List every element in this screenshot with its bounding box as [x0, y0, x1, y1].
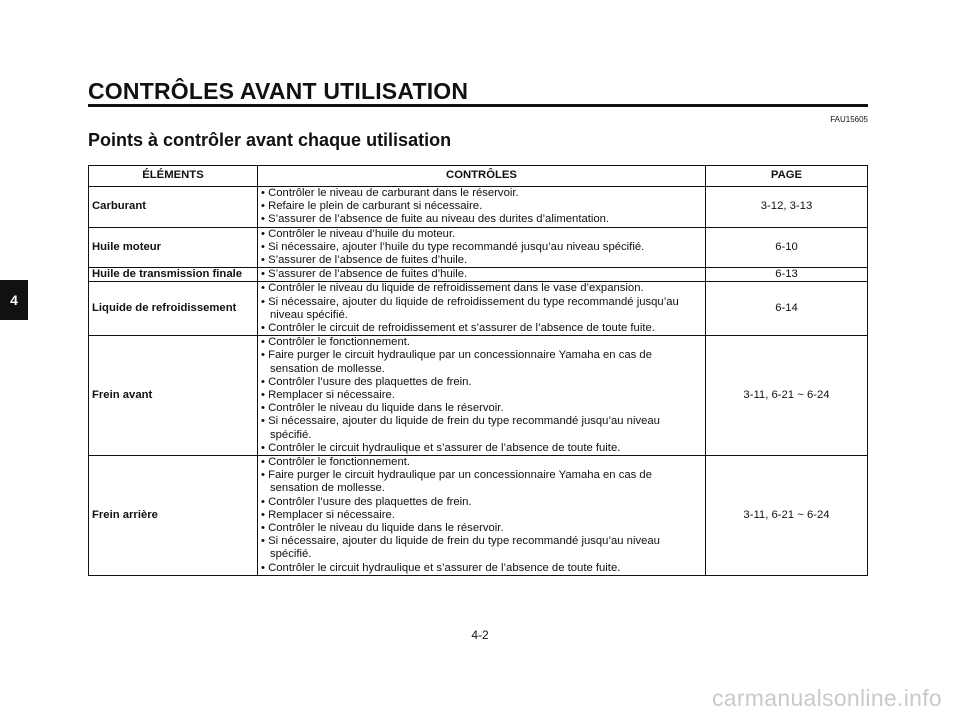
control-item: • S’assurer de l’absence de fuites d’huile.	[261, 254, 701, 267]
control-item: • Contrôler le circuit hydraulique et s’assurer de l’absence de toute fuite.	[261, 562, 701, 575]
control-item: • Contrôler le niveau d’huile du moteur.	[261, 228, 701, 241]
page-cell: 3-12, 3-13	[706, 187, 868, 228]
element-cell: Frein avant	[89, 336, 258, 456]
control-item: • Si nécessaire, ajouter du liquide de frein du type recommandé jusqu’au niveau spécifié.	[261, 535, 701, 561]
control-item: • Faire purger le circuit hydraulique par un concessionnaire Yamaha en cas de sensation de mollesse.	[261, 349, 701, 375]
document-code: FAU15605	[830, 115, 868, 124]
column-header-page: PAGE	[706, 166, 868, 187]
page-cell: 6-14	[706, 282, 868, 336]
control-item: • Remplacer si nécessaire.	[261, 509, 701, 522]
element-cell: Carburant	[89, 187, 258, 228]
control-item: • S’assurer de l’absence de fuite au niveau des durites d’alimentation.	[261, 213, 701, 226]
column-header-controls: CONTRÔLES	[258, 166, 706, 187]
control-item: • Si nécessaire, ajouter du liquide de refroidissement du type recommandé jusqu’au niveau spécifié.	[261, 296, 701, 322]
control-item: • Contrôler le niveau du liquide de refroidissement dans le vase d’expansion.	[261, 282, 701, 295]
header-divider	[88, 104, 868, 107]
table-body	[89, 187, 868, 576]
chapter-tab: 4	[0, 280, 28, 320]
table-header-row	[89, 166, 868, 187]
control-item: • Contrôler le circuit de refroidissement et s’assurer de l’absence de toute fuite.	[261, 322, 701, 335]
page-header-title: CONTRÔLES AVANT UTILISATION	[88, 78, 469, 104]
controls-cell	[258, 336, 706, 456]
page-number: 4-2	[471, 628, 489, 642]
control-item: • Contrôler le fonctionnement.	[261, 456, 701, 469]
control-item: • Contrôler le niveau de carburant dans le réservoir.	[261, 187, 701, 200]
table-row	[89, 282, 868, 336]
control-item: • Contrôler l’usure des plaquettes de frein.	[261, 376, 701, 389]
page-cell: 6-10	[706, 227, 868, 268]
control-item: • Contrôler le fonctionnement.	[261, 336, 701, 349]
control-item: • Refaire le plein de carburant si nécessaire.	[261, 200, 701, 213]
element-cell: Huile de transmission finale	[89, 268, 258, 282]
watermark-text: carmanualsonline.info	[711, 685, 942, 711]
control-item: • Remplacer si nécessaire.	[261, 389, 701, 402]
element-cell: Frein arrière	[89, 456, 258, 576]
page-cell: 3-11, 6-21 ~ 6-24	[706, 456, 868, 576]
control-item: • Faire purger le circuit hydraulique par un concessionnaire Yamaha en cas de sensation de mollesse.	[261, 469, 701, 495]
controls-cell	[258, 187, 706, 228]
control-item: • S’assurer de l’absence de fuites d’huile.	[261, 268, 701, 281]
controls-cell	[258, 456, 706, 576]
control-item: • Si nécessaire, ajouter l’huile du type recommandé jusqu’au niveau spécifié.	[261, 241, 701, 254]
controls-cell	[258, 268, 706, 282]
table-row	[89, 456, 868, 576]
control-item: • Contrôler le circuit hydraulique et s’assurer de l’absence de toute fuite.	[261, 442, 701, 455]
column-header-elements: ÉLÉMENTS	[89, 166, 258, 187]
control-item: • Contrôler l’usure des plaquettes de frein.	[261, 496, 701, 509]
page-cell: 6-13	[706, 268, 868, 282]
element-cell: Liquide de refroidissement	[89, 282, 258, 336]
controls-cell	[258, 227, 706, 268]
inspection-table	[88, 165, 868, 576]
page-cell: 3-11, 6-21 ~ 6-24	[706, 336, 868, 456]
control-item: • Contrôler le niveau du liquide dans le réservoir.	[261, 522, 701, 535]
controls-cell	[258, 282, 706, 336]
table-row	[89, 336, 868, 456]
control-item: • Contrôler le niveau du liquide dans le réservoir.	[261, 402, 701, 415]
section-title: Points à contrôler avant chaque utilisation	[88, 130, 452, 150]
table-row	[89, 227, 868, 268]
table-row	[89, 268, 868, 282]
table-row	[89, 187, 868, 228]
element-cell: Huile moteur	[89, 227, 258, 268]
control-item: • Si nécessaire, ajouter du liquide de frein du type recommandé jusqu’au niveau spécifié.	[261, 415, 701, 441]
